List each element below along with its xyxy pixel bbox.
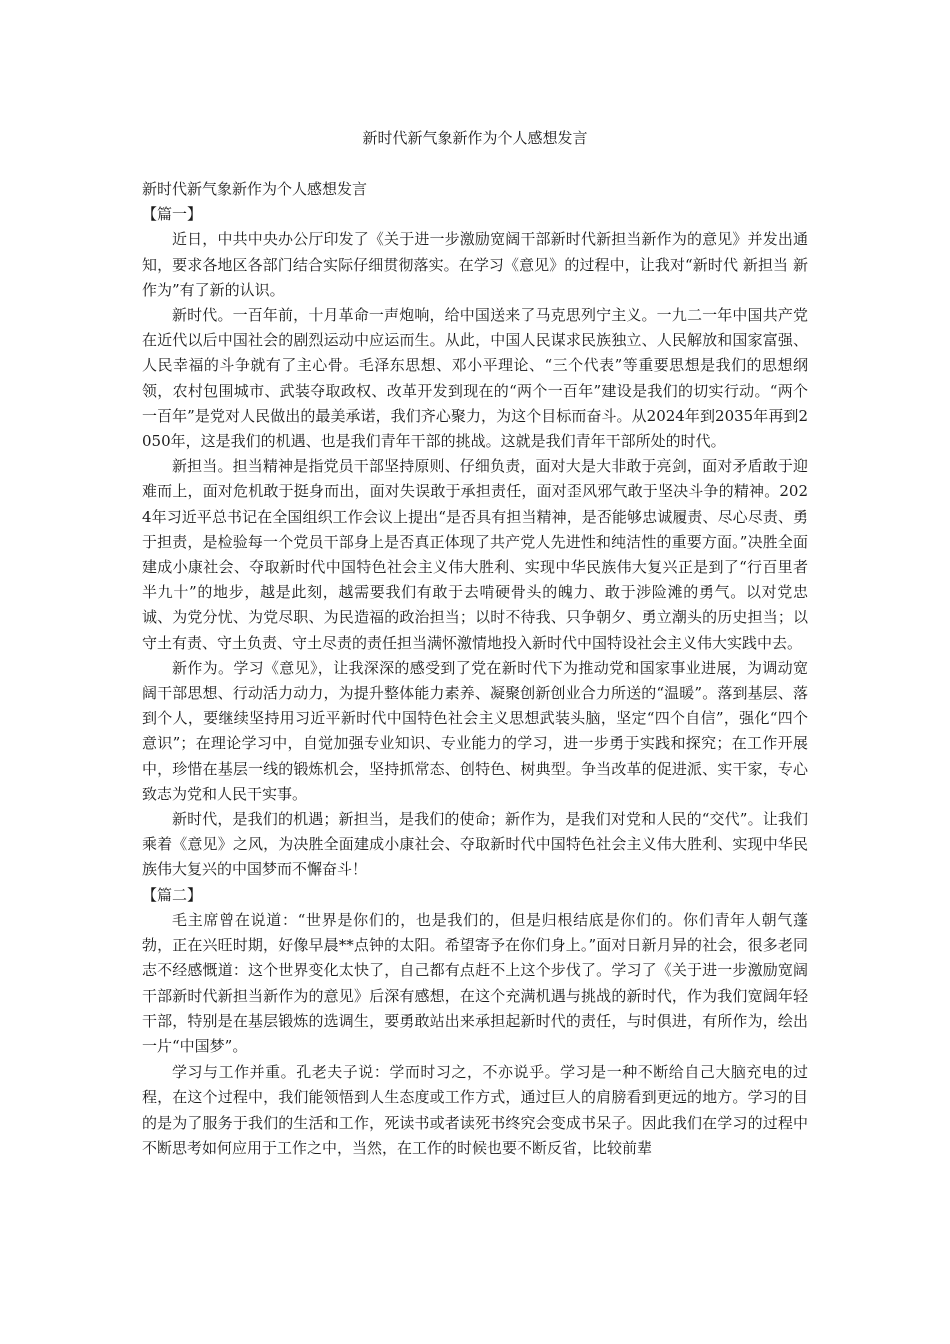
paragraph: 新时代，是我们的机遇；新担当，是我们的使命；新作为，是我们对党和人民的“交代”。让我们乘着《意见》之风，为决胜全面建成小康社会、夺取新时代中国特色社会主义伟大胜利、实现中华民族伟大复兴的中国梦而不懈奋斗！ — [142, 810, 808, 879]
section-heading-1: 【篇一】 — [142, 205, 203, 224]
paragraph: 毛主席曾在说道：“世界是你们的，也是我们的，但是归根结底是你们的。你们青年人朝气蓬勃，正在兴旺时期，好像早晨**点钟的太阳。希望寄予在你们身上。”面对日新月异的社会，很多老同志不经感慨道：这个世界变化太快了，自己都有点赶不上这个步伐了。学习了《关于进一步激励宽阔干部新时代新担当新作为的意见》后深有感想，在这个充满机遇与挑战的新时代，作为我们宽阔年轻干部，特别是在基层锻炼的选调生，要勇敢站出来承担起新时代的责任，与时俱进，有所作为，绘出一片“中国梦”。 — [142, 910, 808, 1055]
paragraph: 新担当。担当精神是指党员干部坚持原则、仔细负责，面对大是大非敢于亮剑，面对矛盾敢于迎难而上，面对危机敢于挺身而出，面对失误敢于承担责任，面对歪风邪气敢于坚决斗争的精神。2024年习近平总书记在全国组织工作会议上提出“是否具有担当精神，是否能够忠诚履责、尽心尽责、勇于担责，是检验每一个党员干部身上是否真正体现了共产党人先进性和纯洁性的重要方面。”决胜全面建成小康社会、夺取新时代中国特色社会主义伟大胜利、实现中华民族伟大复兴正是到了“行百里者半九十”的地步，越是此刻，越需要我们有敢于去啃硬骨头的魄力、敢于涉险滩的勇气。以对党忠诚、为党分忧、为党尽职、为民造福的政治担当；以时不待我、只争朝夕、勇立潮头的历史担当；以守土有责、守土负责、守土尽责的责任担当满怀激情地投入新时代中国特设社会主义伟大实践中去。 — [142, 457, 808, 652]
document-body — [142, 177, 808, 1161]
paragraph: 近日，中共中央办公厅印发了《关于进一步激励宽阔干部新时代新担当新作为的意见》并发出通知，要求各地区各部门结合实际仔细贯彻落实。在学习《意见》的过程中，让我对“新时代 新担当 新作为”有了新的认识。 — [142, 230, 808, 299]
paragraph: 新作为。学习《意见》，让我深深的感受到了党在新时代下为推动党和国家事业进展，为调动宽阔干部思想、行动活力动力，为提升整体能力素养、凝聚创新创业合力所送的“温暖”。落到基层、落到个人，要继续坚持用习近平新时代中国特色社会主义思想武装头脑，坚定“四个自信”，强化“四个意识”；在理论学习中，自觉加强专业知识、专业能力的学习，进一步勇于实践和探究；在工作开展中，珍惜在基层一线的锻炼机会，坚持抓常态、创特色、树典型。争当改革的促进派、实干家，专心致志为党和人民干实事。 — [142, 658, 808, 803]
paragraph: 新时代。一百年前，十月革命一声炮响，给中国送来了马克思列宁主义。一九二一年中国共产党在近代以后中国社会的剧烈运动中应运而生。从此，中国人民谋求民族独立、人民解放和国家富强、人民幸福的斗争就有了主心骨。毛泽东思想、邓小平理论、“三个代表”等重要思想是我们的思想纲领，农村包围城市、武装夺取政权、改革开发到现在的“两个一百年”建设是我们的切实行动。“两个一百年”是党对人民做出的最美承诺，我们齐心聚力，为这个目标而奋斗。从2024年到2035年再到2050年，这是我们的机遇、也是我们青年干部的挑战。这就是我们青年干部所处的时代。 — [142, 306, 808, 451]
document-subtitle: 新时代新气象新作为个人感想发言 — [142, 180, 368, 198]
section-heading-2: 【篇二】 — [142, 885, 203, 904]
document-title: 新时代新气象新作为个人感想发言 — [362, 129, 588, 147]
paragraph: 学习与工作并重。孔老夫子说：学而时习之，不亦说乎。学习是一种不断给自己大脑充电的过程，在这个过程中，我们能领悟到人生态度或工作方式，通过巨人的肩膀看到更远的地方。学习的目的是为了服务于我们的生活和工作，死读书或者读死书终究会变成书呆子。因此我们在学习的过程中不断思考如何应用于工作之中，当然，在工作的时候也要不断反省，比较前辈 — [142, 1063, 808, 1157]
